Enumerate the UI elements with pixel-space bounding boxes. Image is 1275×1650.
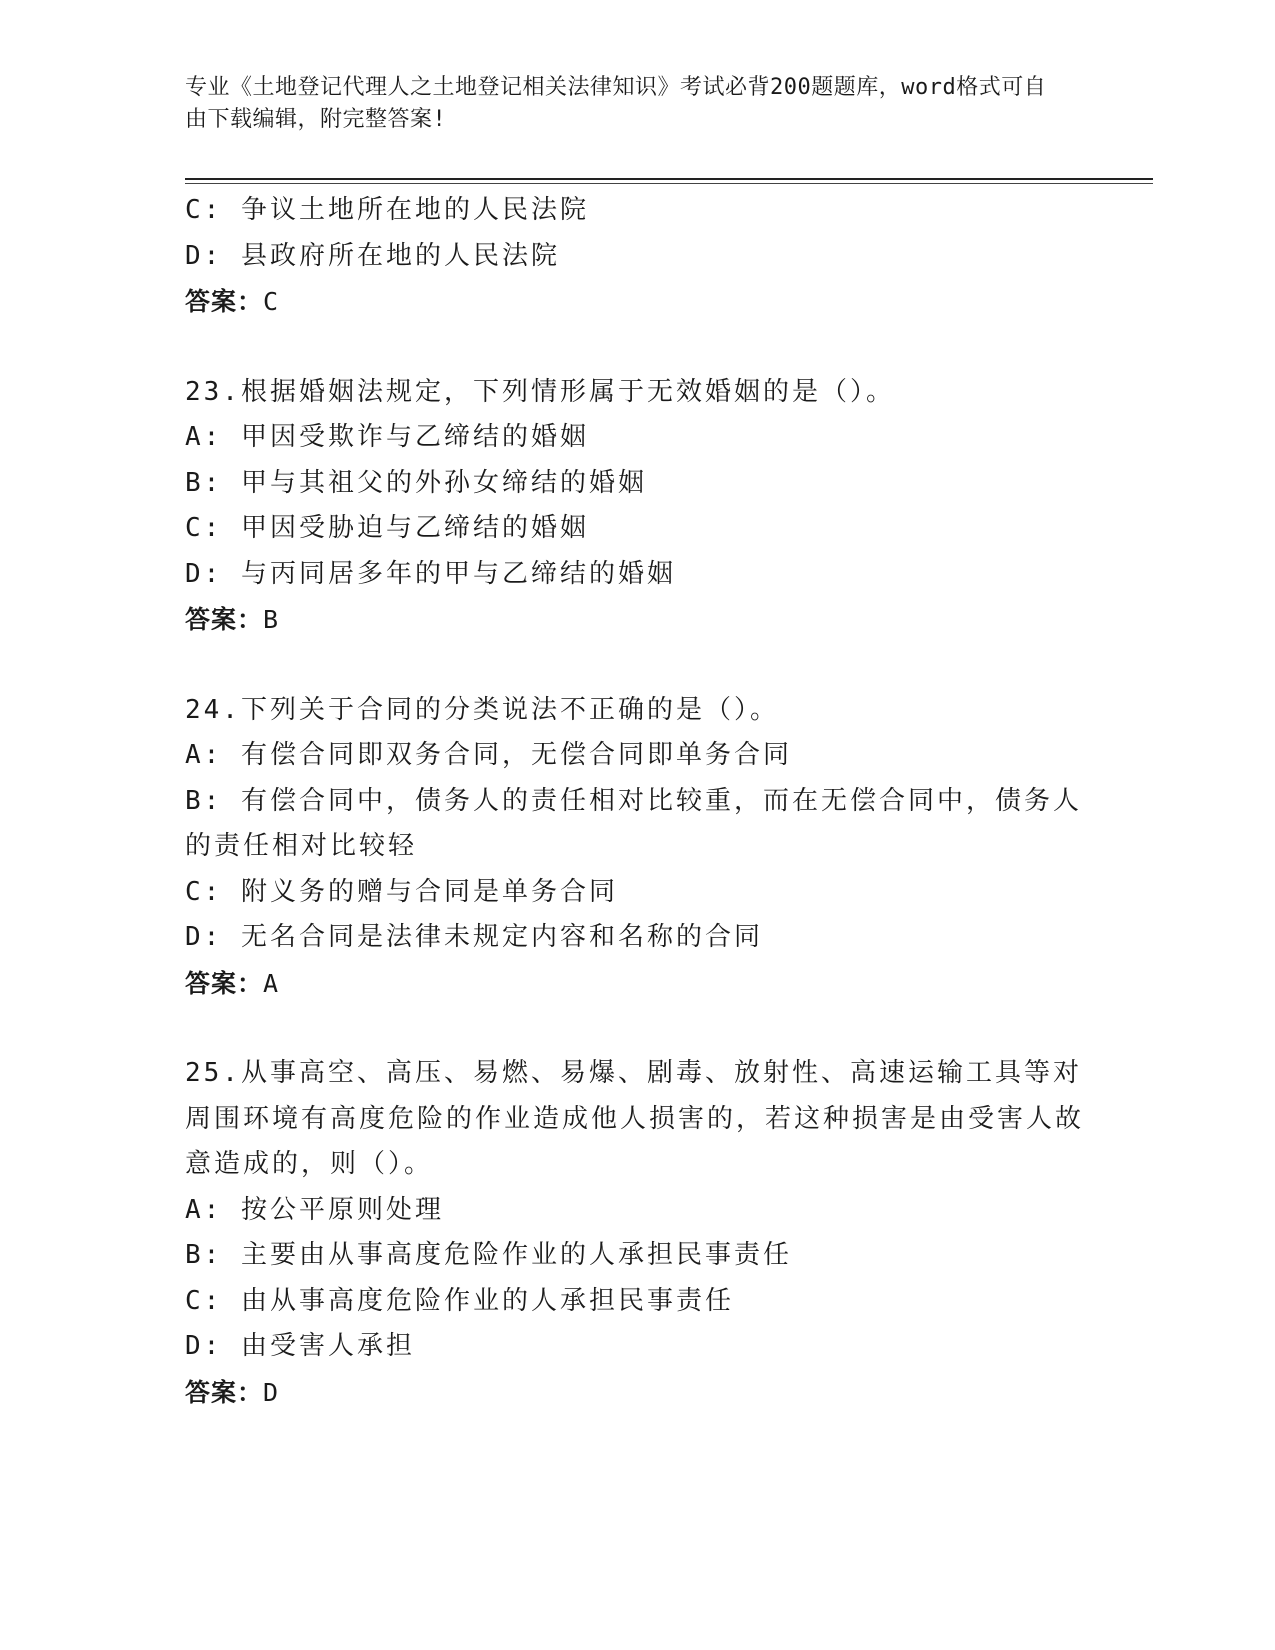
answer-label: 答案： bbox=[185, 605, 264, 634]
option-line: A: 有偿合同即双务合同，无偿合同即单务合同 bbox=[185, 740, 792, 770]
header-rule-thick bbox=[185, 178, 1153, 180]
answer-line bbox=[185, 1370, 1085, 1416]
option-line: A: 按公平原则处理 bbox=[185, 1194, 444, 1225]
question-stem: 25.从事高空、高压、易燃、易爆、剧毒、放射性、高速运输工具等对周围环境有高度危险的作业造成他人损害的，若这种损害是由受害人故意造成的，则（）。 bbox=[185, 1058, 1085, 1179]
question-block-23 bbox=[185, 370, 1085, 643]
answer-value: D bbox=[263, 1377, 280, 1407]
option-line: D: 与丙同居多年的甲与乙缔结的婚姻 bbox=[185, 558, 676, 589]
question-content bbox=[185, 188, 1085, 1415]
option-line: B: 主要由从事高度危险作业的人承担民事责任 bbox=[185, 1240, 792, 1270]
answer-line bbox=[185, 279, 1085, 325]
answer-label: 答案： bbox=[185, 287, 264, 316]
option-line: A: 甲因受欺诈与乙缔结的婚姻 bbox=[185, 422, 589, 452]
option-line: D: 由受害人承担 bbox=[185, 1331, 415, 1361]
option-line: C: 由从事高度危险作业的人承担民事责任 bbox=[185, 1285, 734, 1316]
document-header: 专业《土地登记代理人之土地登记相关法律知识》考试必背200题题库，word格式可自由下载编辑，附完整答案! bbox=[185, 75, 1047, 132]
option-line: C: 甲因受胁迫与乙缔结的婚姻 bbox=[185, 513, 589, 543]
answer-value: A bbox=[263, 968, 280, 998]
prev-question-block bbox=[185, 188, 1085, 325]
answer-value: C bbox=[263, 287, 280, 316]
answer-label: 答案： bbox=[185, 968, 264, 998]
header-rule-thin bbox=[185, 183, 1153, 184]
answer-label: 答案： bbox=[185, 1377, 264, 1407]
question-stem: 23.根据婚姻法规定，下列情形属于无效婚姻的是（）。 bbox=[185, 376, 895, 407]
option-line: D: 无名合同是法律未规定内容和名称的合同 bbox=[185, 922, 763, 952]
option-line: D: 县政府所在地的人民法院 bbox=[185, 240, 560, 271]
answer-line bbox=[185, 597, 1085, 643]
answer-line bbox=[185, 961, 1085, 1007]
question-block-24 bbox=[185, 688, 1085, 1007]
option-line: C: 争议土地所在地的人民法院 bbox=[185, 195, 589, 225]
answer-value: B bbox=[263, 605, 280, 634]
option-line: B: 有偿合同中，债务人的责任相对比较重，而在无偿合同中，债务人的责任相对比较轻 bbox=[185, 785, 1082, 861]
option-line: B: 甲与其祖父的外孙女缔结的婚姻 bbox=[185, 467, 647, 498]
option-line: C: 附义务的赠与合同是单务合同 bbox=[185, 876, 618, 907]
question-stem: 24.下列关于合同的分类说法不正确的是（）。 bbox=[185, 694, 779, 725]
question-block-25 bbox=[185, 1051, 1085, 1415]
